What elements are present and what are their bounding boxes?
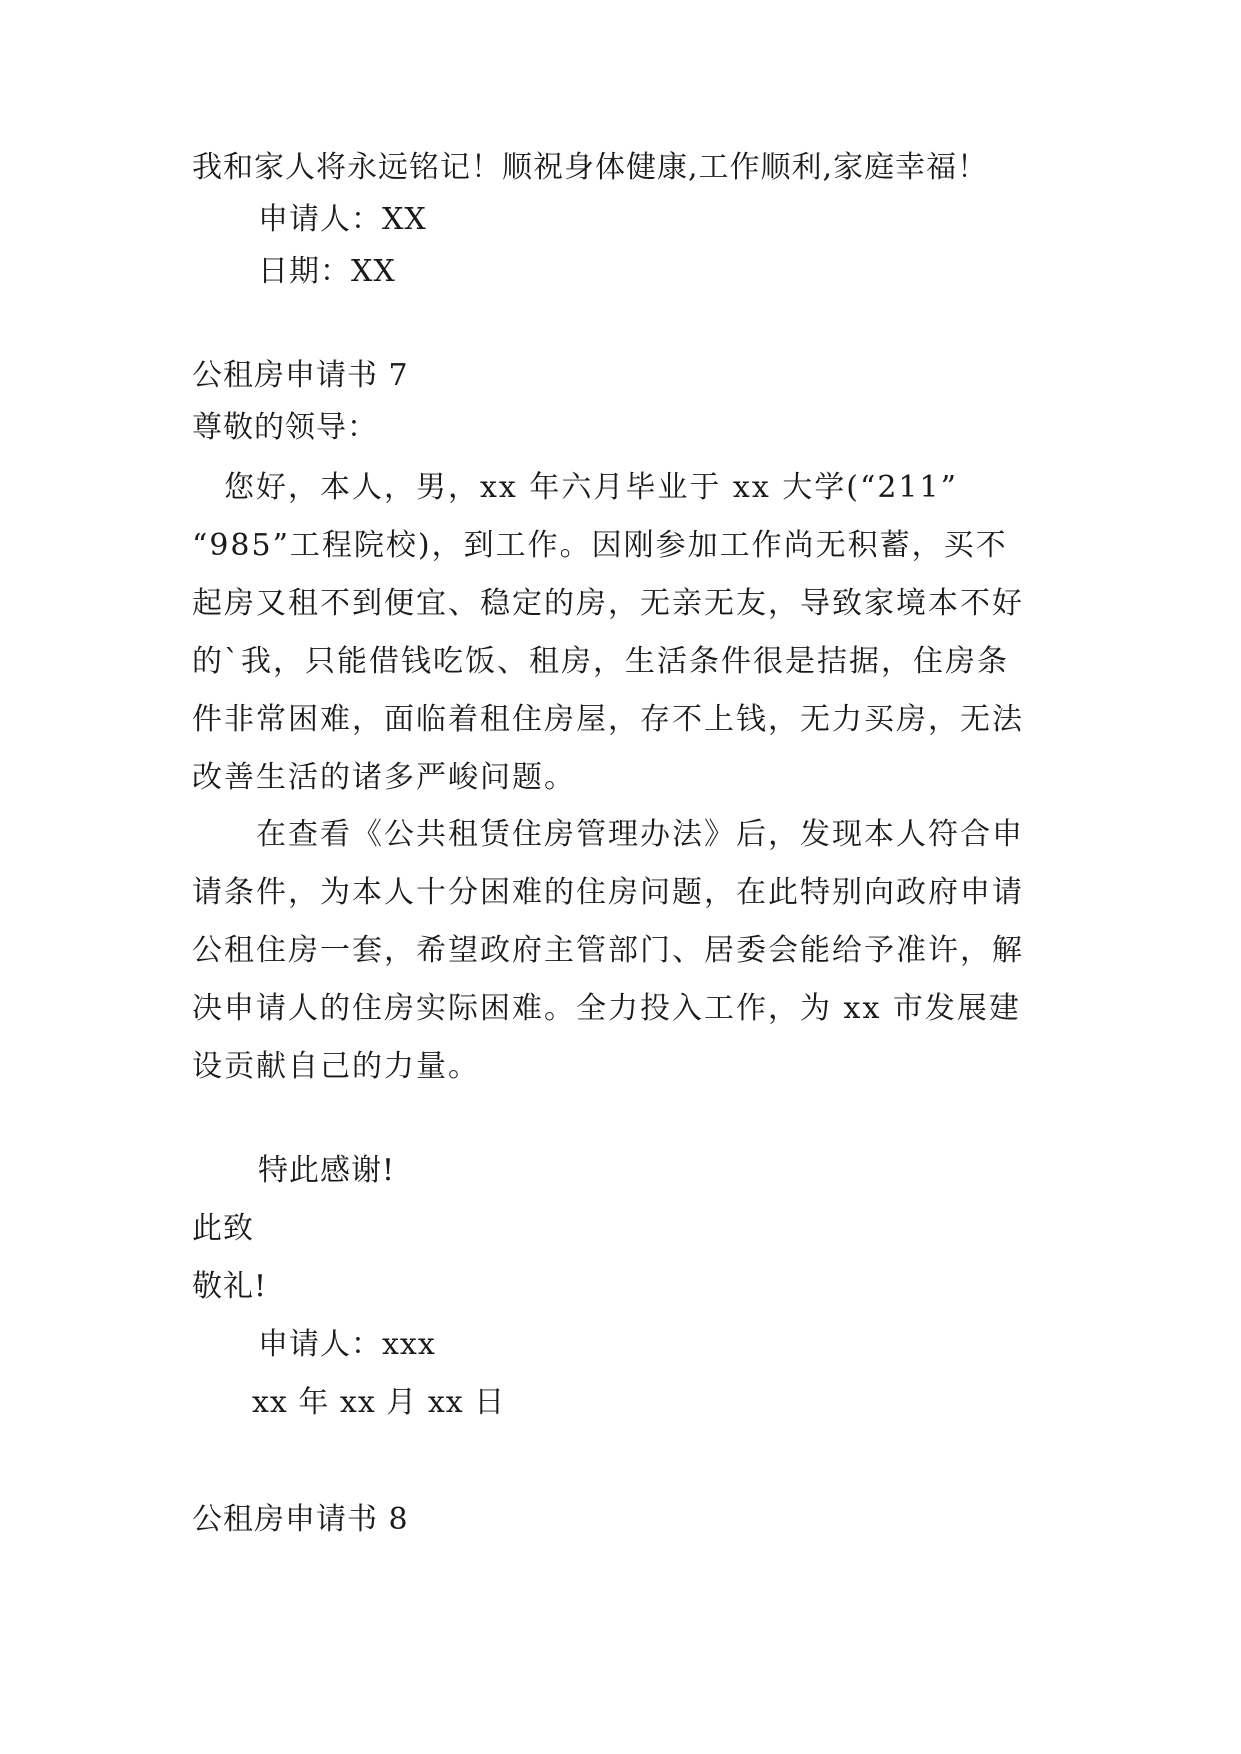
- applicant-signature: 申请人：XX: [258, 202, 427, 237]
- paragraph-intro: [192, 459, 1052, 807]
- paragraph-line: 的`我，只能借钱吃饭、租房，生活条件很是拮据，住房条: [192, 644, 1009, 679]
- closing-wish-line: 我和家人将永远铭记！顺祝身体健康,工作顺利,家庭幸福！: [192, 150, 989, 185]
- section-title-7: 公租房申请书 7: [192, 358, 409, 393]
- signature-date: 日期：XX: [258, 254, 396, 289]
- applicant-signature: 申请人：xxx: [258, 1327, 436, 1362]
- salutation: 尊敬的领导：: [192, 410, 378, 445]
- paragraph-line: 起房又租不到便宜、稳定的房，无亲无友，导致家境本不好: [192, 586, 1024, 621]
- paragraph-line: 请条件，为本人十分困难的住房问题，在此特别向政府申请: [192, 875, 1024, 910]
- paragraph-line: 公租住房一套，希望政府主管部门、居委会能给予准许，解: [192, 933, 1024, 968]
- paragraph-line: 决申请人的住房实际困难。全力投入工作，为 xx 市发展建: [192, 991, 1021, 1026]
- thanks-line: 特此感谢!: [258, 1153, 396, 1188]
- closing-regards: 敬礼!: [192, 1269, 268, 1304]
- signature-date: xx 年 xx 月 xx 日: [252, 1385, 506, 1420]
- paragraph-line: 件非常困难，面临着租住房屋，存不上钱，无力买房，无法: [192, 702, 1024, 737]
- paragraph-line: 改善生活的诸多严峻问题。: [192, 760, 576, 795]
- paragraph-line: 设贡献自己的力量。: [192, 1049, 480, 1084]
- paragraph-line: 在查看《公共租赁住房管理办法》后，发现本人符合申: [256, 817, 1024, 852]
- paragraph-line: 您好，本人，男，xx 年六月毕业于 xx 大学(“211”: [192, 470, 958, 505]
- paragraph-line: “985”工程院校)，到工作。因刚参加工作尚无积蓄，买不: [192, 528, 1008, 563]
- section-title-8: 公租房申请书 8: [192, 1502, 409, 1537]
- closing-line: 此致: [192, 1211, 254, 1246]
- paragraph-request: [192, 806, 1052, 1096]
